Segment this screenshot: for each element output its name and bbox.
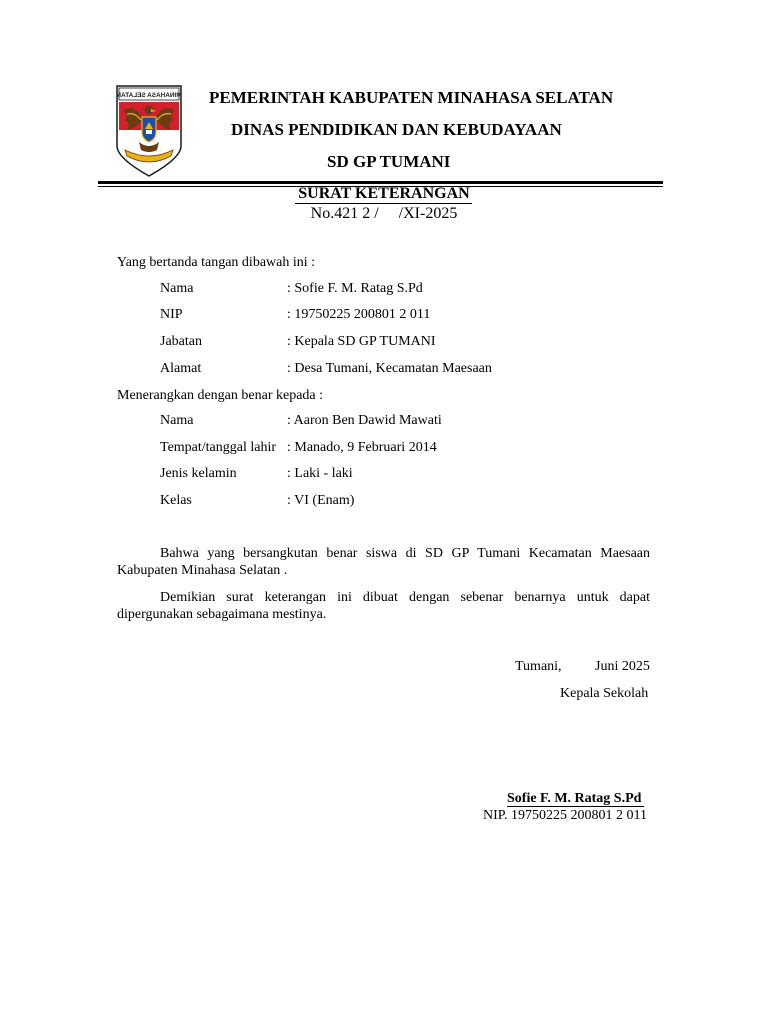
- student-row: [0, 413, 768, 431]
- signer-label: Nama: [160, 281, 194, 296]
- signer-label: Jabatan: [160, 334, 202, 349]
- header-government: PEMERINTAH KABUPATEN MINAHASA SELATAN: [209, 88, 614, 107]
- paragraph-confirmation-text: Bahwa yang bersangkutan benar siswa di SD GP Tumani Kecamatan Maesaan Kabupaten Minahasa Selatan .: [117, 546, 650, 578]
- signer-nip: NIP. 19750225 200801 2 011: [483, 808, 647, 823]
- student-value: : Aaron Ben Dawid Mawati: [287, 413, 442, 428]
- signer-row: [0, 361, 768, 379]
- paragraph-closing: [117, 589, 650, 623]
- signer-name-underline: [507, 806, 644, 807]
- student-row: [0, 493, 768, 511]
- student-row: [0, 440, 768, 458]
- signer-value: : Sofie F. M. Ratag S.Pd: [287, 281, 423, 296]
- student-value: : VI (Enam): [287, 493, 355, 508]
- paragraph-confirmation: [117, 545, 650, 579]
- signer-name: Sofie F. M. Ratag S.Pd: [507, 791, 642, 806]
- signature-place: Tumani,: [515, 659, 562, 674]
- header-school: SD GP TUMANI: [327, 152, 451, 171]
- signature-role: Kepala Sekolah: [560, 686, 649, 701]
- document-number: No.421 2 / /XI-2025: [310, 205, 458, 222]
- student-value: : Manado, 9 Februari 2014: [287, 440, 437, 455]
- signer-value: : 19750225 200801 2 011: [287, 307, 431, 322]
- signer-value: : Kepala SD GP TUMANI: [287, 334, 436, 349]
- signer-label: Alamat: [160, 361, 202, 376]
- signer-row: [0, 281, 768, 299]
- student-label: Jenis kelamin: [160, 466, 237, 481]
- document-title: SURAT KETERANGAN: [298, 185, 470, 202]
- signer-value: : Desa Tumani, Kecamatan Maesaan: [287, 361, 492, 376]
- signer-row: [0, 334, 768, 352]
- header-department: DINAS PENDIDIKAN DAN KEBUDAYAAN: [231, 120, 562, 139]
- emblem-banner-text: MINAHASA SELATAN: [116, 92, 182, 99]
- statement-text: Menerangkan dengan benar kepada :: [117, 388, 324, 403]
- paragraph-closing-text: Demikian surat keterangan ini dibuat dengan sebenar benarnya untuk dapat dipergunakan sebagaimana mestinya.: [117, 590, 650, 622]
- center-shield: [142, 117, 156, 142]
- header-divider-thick: [98, 181, 663, 184]
- student-label: Nama: [160, 413, 194, 428]
- student-value: : Laki - laki: [287, 466, 353, 481]
- signer-row: [0, 307, 768, 325]
- regency-emblem: [115, 84, 183, 178]
- intro-text: Yang bertanda tangan dibawah ini :: [117, 255, 316, 270]
- signer-label: NIP: [160, 307, 183, 322]
- student-label: Kelas: [160, 493, 192, 508]
- signature-date: Juni 2025: [595, 659, 650, 674]
- student-label: Tempat/tanggal lahir: [160, 440, 277, 455]
- student-row: [0, 466, 768, 484]
- document-title-underline: [295, 203, 472, 204]
